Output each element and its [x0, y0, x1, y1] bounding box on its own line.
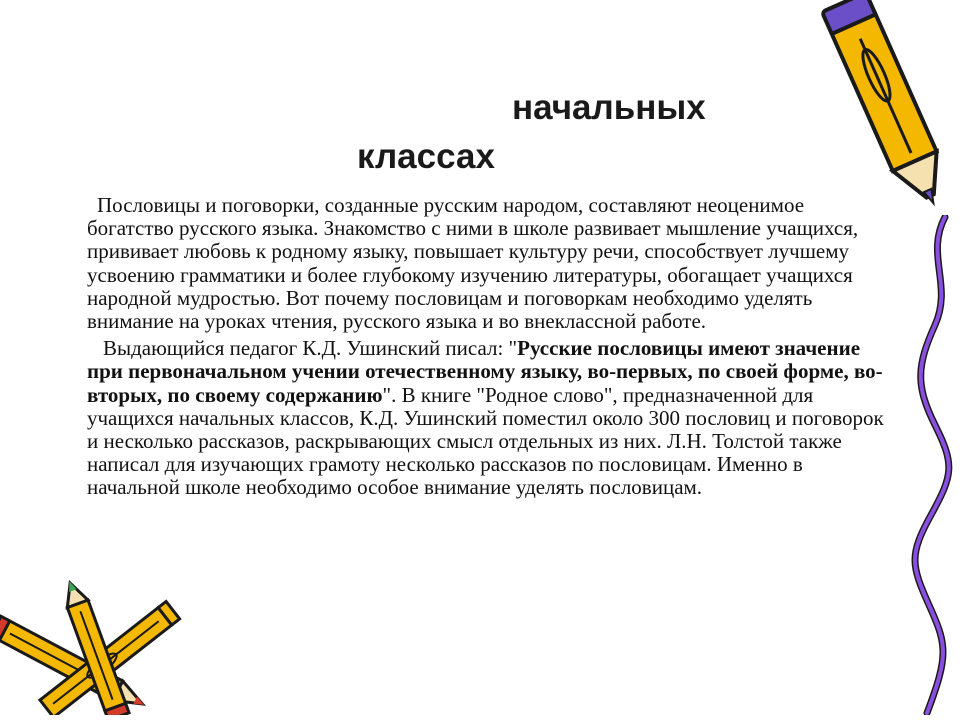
slide-title-line-2: классах: [357, 137, 495, 176]
paragraph-ushinsky: [87, 337, 887, 499]
ushinsky-quote: Русские пословицы имеют значение при первоначальном учении отечественному языку, во-первых, по своей форме, во-вторых, по своему содержанию: [87, 336, 883, 407]
slide-title-line-1: начальных: [512, 88, 706, 127]
squiggle-line: [905, 215, 960, 715]
pencil-icon: [800, 0, 960, 235]
paragraph-ushinsky-rest: ". В книге "Родное слово", предназначенной для учащихся начальных классов, К.Д. Ушинский поместил около 300 пословиц и поговорок и несколько рассказов, раскрывающих смысл отдельных из них. Л.Н. Толстой также написал для изучающих грамоту несколько рассказов по пословицам. Именно в начальной школе необходимо особое внимание уделять пословицам.: [87, 382, 884, 500]
pencils-icon: [0, 580, 200, 715]
slide-body: [87, 194, 887, 500]
paragraph-proverbs-value: Пословицы и поговорки, созданные русским народом, составляют неоценимое богатство русского языка. Знакомство с ними в школе развивает мышление учащихся, прививает любовь к родному языку, повышает культуру речи, способствует лучшему усвоению грамматики и более глубокому изучению литературы, обогащает учащихся народной мудростью. Вот почему пословицам и поговоркам необходимо уделять внимание на уроках чтения, русского языка и во внеклассной работе.: [87, 193, 859, 334]
paragraph-ushinsky-intro: Выдающийся педагог К.Д. Ушинский писал: ": [103, 336, 518, 361]
